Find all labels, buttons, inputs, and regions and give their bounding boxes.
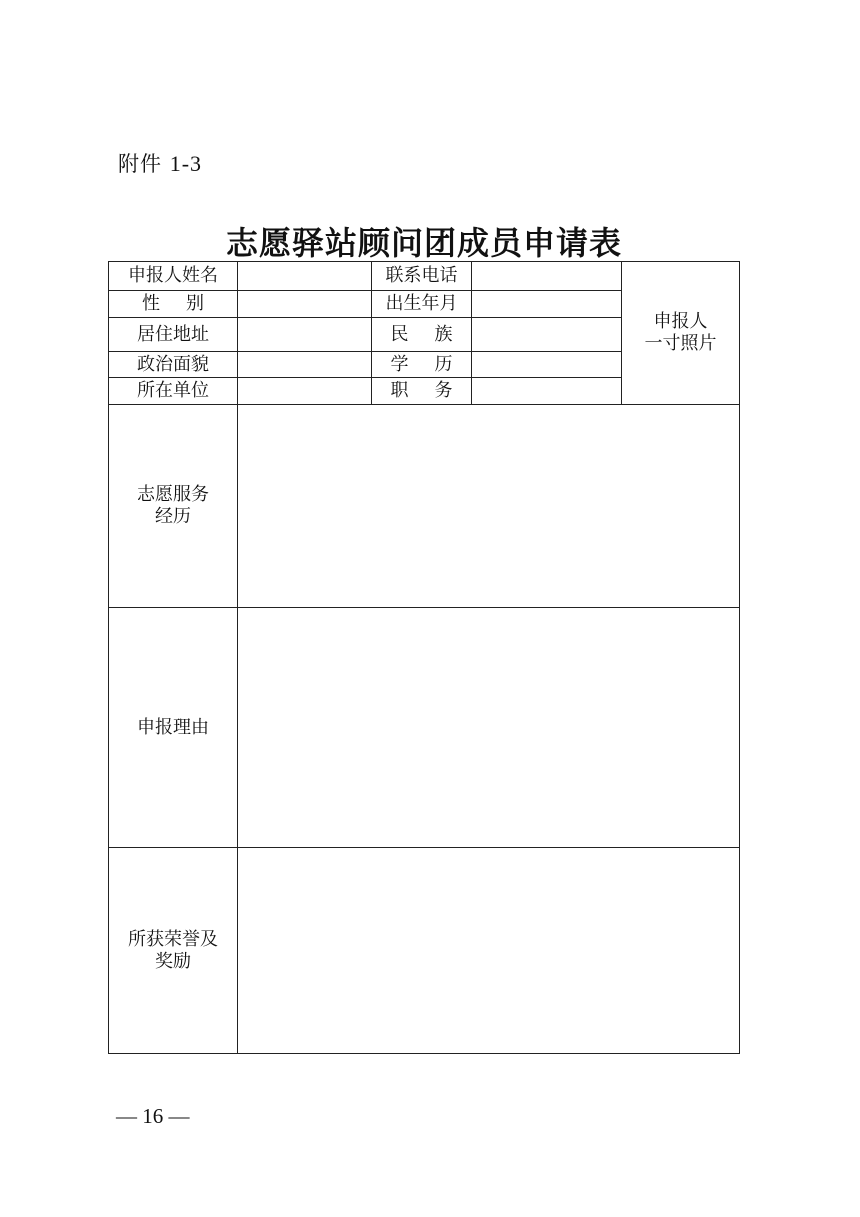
name-label: 申报人姓名	[109, 262, 238, 291]
ethnicity-label	[372, 318, 472, 352]
gender-label-b: 别	[186, 293, 204, 315]
honors-label	[109, 848, 238, 1054]
birth-value-cell[interactable]	[472, 291, 622, 318]
form-title: 志愿驿站顾问团成员申请表	[225, 224, 622, 262]
education-value-cell[interactable]	[472, 352, 622, 378]
experience-value-cell[interactable]	[238, 405, 740, 608]
reason-value-cell[interactable]	[238, 608, 740, 848]
experience-label-line1: 志愿服务	[137, 484, 209, 506]
honors-label-line1: 所获荣誉及	[128, 928, 218, 950]
photo-label-line1: 申报人	[653, 311, 708, 333]
page-number: — 16 —	[116, 1104, 190, 1128]
photo-label-line2: 一寸照片	[644, 333, 717, 354]
experience-label-line2: 经历	[155, 506, 191, 527]
education-label	[372, 352, 472, 378]
honors-value-cell[interactable]	[238, 848, 740, 1054]
position-label-b: 务	[434, 380, 453, 402]
address-value-cell[interactable]	[238, 318, 372, 352]
photo-box[interactable]	[622, 262, 740, 405]
row-honors	[109, 848, 740, 1054]
ethnicity-value-cell[interactable]	[472, 318, 622, 352]
reason-label: 申报理由	[109, 608, 238, 848]
ethnicity-label-b: 族	[434, 323, 453, 345]
education-label-b: 历	[434, 353, 453, 375]
position-label	[372, 378, 472, 405]
name-value-cell[interactable]	[238, 262, 372, 291]
education-label-a: 学	[390, 353, 409, 375]
application-form-table	[108, 261, 740, 1054]
employer-label: 所在单位	[109, 378, 238, 405]
ethnicity-label-a: 民	[390, 323, 409, 345]
gender-label-a: 性	[142, 293, 160, 315]
position-value-cell[interactable]	[472, 378, 622, 405]
phone-label: 联系电话	[372, 262, 472, 291]
phone-value-cell[interactable]	[472, 262, 622, 291]
gender-value-cell[interactable]	[238, 291, 372, 318]
position-label-a: 职	[390, 380, 409, 402]
attachment-number: 1-3	[169, 151, 203, 176]
honors-label-line2: 奖励	[155, 950, 191, 972]
politics-label: 政治面貌	[109, 352, 238, 378]
row-name-phone	[109, 262, 740, 291]
row-reason	[109, 608, 740, 848]
experience-label	[109, 405, 238, 608]
attachment-label	[118, 148, 202, 178]
row-experience	[109, 405, 740, 608]
gender-label	[109, 291, 238, 318]
address-label: 居住地址	[109, 318, 238, 352]
birth-label: 出生年月	[372, 291, 472, 318]
attachment-prefix: 附件	[118, 152, 162, 176]
politics-value-cell[interactable]	[238, 352, 372, 378]
employer-value-cell[interactable]	[238, 378, 372, 405]
